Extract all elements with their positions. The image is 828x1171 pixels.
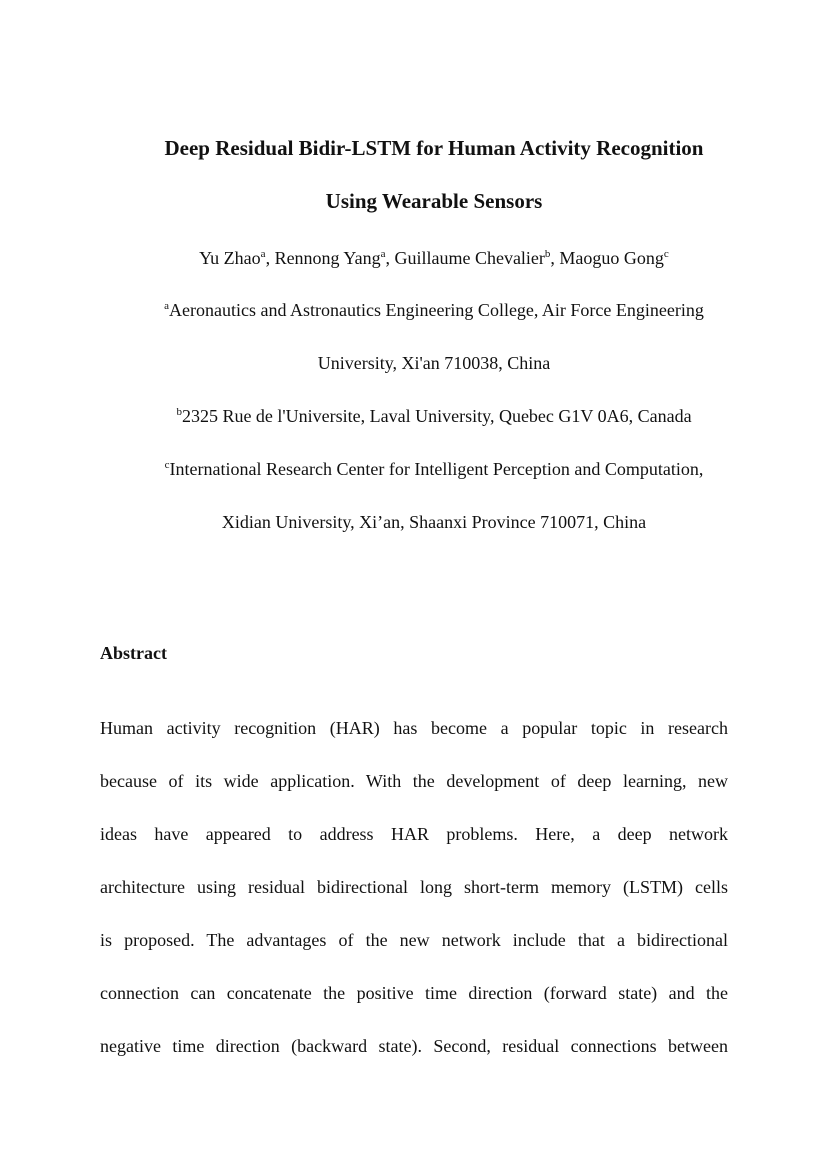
paper-title-line-1: Deep Residual Bidir-LSTM for Human Activity Recognition xyxy=(164,136,704,160)
affiliation-mark: a xyxy=(164,300,170,312)
abstract-line: is proposed. The advantages of the new network include that a bidirectional xyxy=(100,930,728,950)
author-name: Maoguo Gong xyxy=(559,248,664,268)
affiliation-c-line-1 xyxy=(0,459,828,480)
author-affiliation-mark: a xyxy=(380,248,386,260)
abstract-line: ideas have appeared to address HAR problems. Here, a deep network xyxy=(100,824,728,844)
paper-title-line-2: Using Wearable Sensors xyxy=(325,189,543,213)
author-affiliation-mark: c xyxy=(663,248,669,260)
abstract-line: architecture using residual bidirectional long short-term memory (LSTM) cells xyxy=(100,877,728,897)
author-affiliation-mark: a xyxy=(260,248,266,260)
affiliation-text: International Research Center for Intelligent Perception and Computation, xyxy=(169,459,704,479)
author-name: Guillaume Chevalier xyxy=(394,248,545,268)
abstract-line: connection can concatenate the positive time direction (forward state) and the xyxy=(100,983,728,1003)
affiliation-text: 2325 Rue de l'Universite, Laval University, Quebec G1V 0A6, Canada xyxy=(181,406,692,426)
abstract-line: negative time direction (backward state). Second, residual connections between xyxy=(100,1036,728,1056)
affiliation-mark: c xyxy=(164,459,170,471)
author-name: Rennong Yang xyxy=(274,248,381,268)
abstract-line: Human activity recognition (HAR) has become a popular topic in research xyxy=(100,718,728,738)
affiliation-a-line-2: University, Xi'an 710038, China xyxy=(317,353,551,373)
abstract-heading: Abstract xyxy=(100,643,167,663)
affiliation-text: Aeronautics and Astronautics Engineering College, Air Force Engineering xyxy=(169,300,704,320)
affiliation-mark: b xyxy=(176,406,182,418)
affiliation-a-line-1 xyxy=(0,300,828,321)
abstract-line: because of its wide application. With the development of deep learning, new xyxy=(100,771,728,791)
affiliation-b-line-1 xyxy=(0,406,828,427)
affiliation-c-line-2: Xidian University, Xi’an, Shaanxi Province 710071, China xyxy=(221,512,647,532)
author-affiliation-mark: b xyxy=(544,248,551,260)
author-name: Yu Zhao xyxy=(199,248,261,268)
author-list: Yu Zhao$^a$, Rennong Yang$^a$, Guillaume Chevalier$^b$, Maoguo Gong$^c$ xyxy=(199,248,669,268)
